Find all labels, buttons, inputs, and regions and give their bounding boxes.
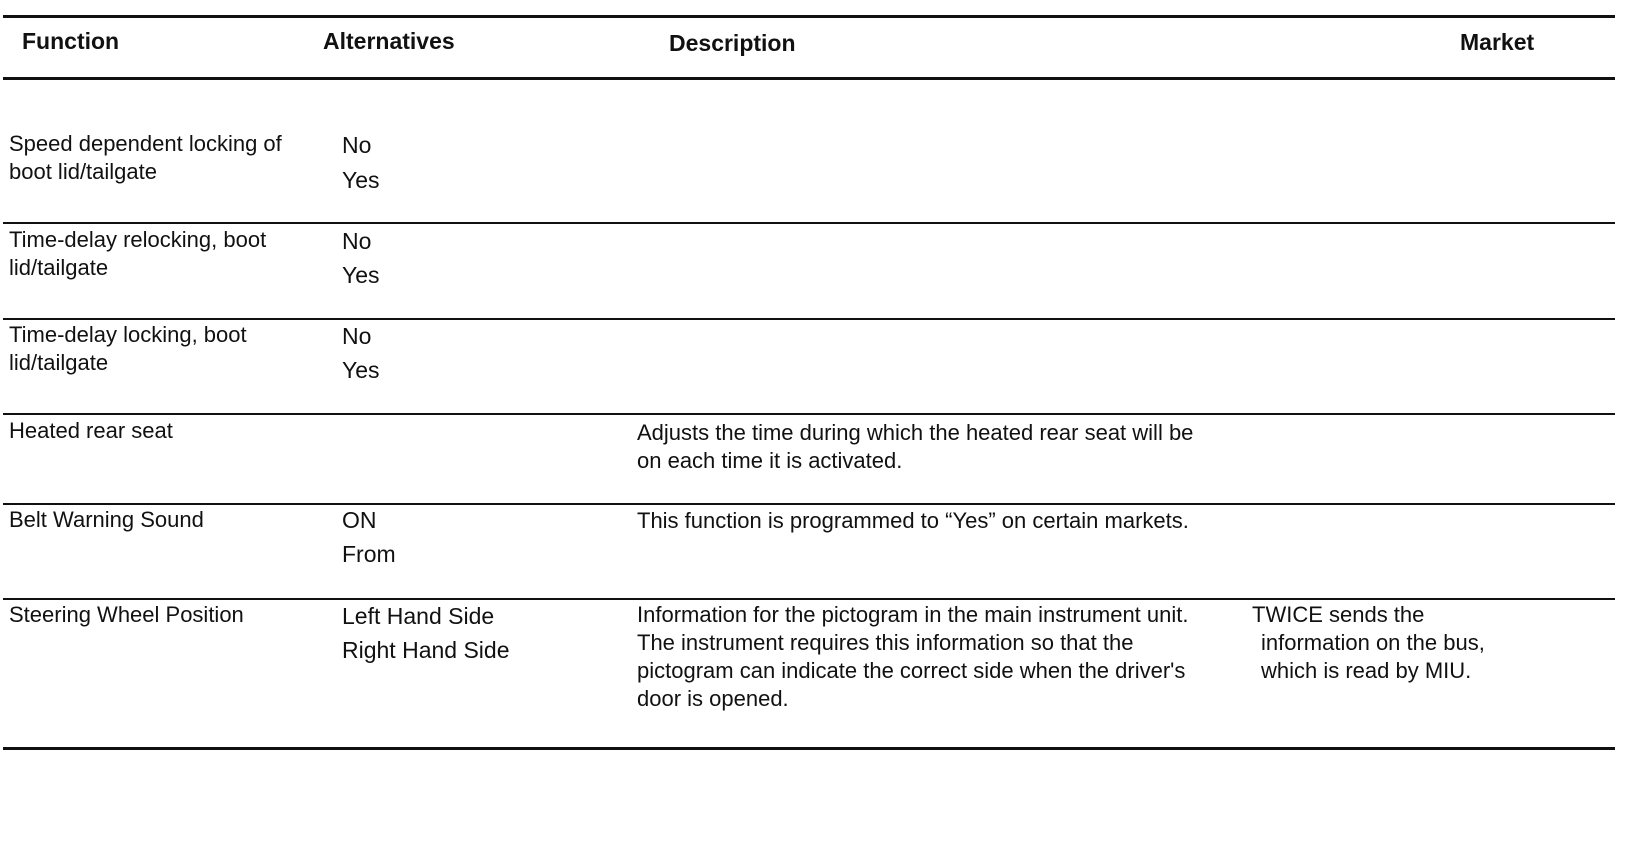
row-divider [3,318,1615,320]
market-text: which is read by MIU. [1261,658,1472,683]
description-text: Information for the pictogram in the main instrument unit. [637,602,1189,627]
row-divider [3,598,1615,600]
alternative-value: Left Hand Side [342,603,495,629]
table-top-rule [3,15,1615,18]
function-text: Time-delay relocking, boot [9,227,267,252]
function-text: lid/tailgate [9,350,109,375]
table-bottom-rule [3,747,1615,750]
function-text: Belt Warning Sound [9,507,204,532]
function-cell [9,226,266,282]
header-bottom-rule [3,77,1615,80]
function-cell [9,506,204,534]
function-text: boot lid/tailgate [9,159,157,184]
alternative-value: Yes [342,357,380,383]
alternative-value: No [342,228,372,254]
function-cell [9,601,244,629]
alternative-value: ON [342,507,377,533]
header-market: Market [1460,29,1535,55]
description-text: on each time it is activated. [637,448,903,473]
description-text: The instrument requires this information so that the [637,630,1134,655]
function-text: Speed dependent locking of [9,131,282,156]
function-text: Heated rear seat [9,418,173,443]
description-text: door is opened. [637,686,789,711]
row-divider [3,413,1615,415]
description-text: pictogram can indicate the correct side when the driver's [637,658,1186,683]
row-divider [3,222,1615,224]
alternative-value: Right Hand Side [342,637,510,663]
header-description: Description [669,30,796,56]
description-text: This function is programmed to “Yes” on certain markets. [637,508,1189,533]
function-text: Time-delay locking, boot [9,322,247,347]
alternative-value: Yes [342,262,380,288]
description-cell [637,419,1193,475]
header-function: Function [22,28,120,54]
description-cell [637,507,1189,535]
row-divider [3,503,1615,505]
market-text: TWICE sends the [1252,602,1425,627]
header-alternatives: Alternatives [323,28,455,54]
alternative-value: No [342,132,372,158]
function-text: Steering Wheel Position [9,602,244,627]
alternative-value: Yes [342,167,380,193]
description-cell [637,601,1188,713]
function-cell [9,321,247,377]
description-text: Adjusts the time during which the heated rear seat will be [637,420,1194,445]
function-text: lid/tailgate [9,255,109,280]
alternative-value: From [342,541,396,567]
function-cell [9,417,173,445]
alternative-value: No [342,323,372,349]
function-cell [9,130,282,186]
market-cell [1252,601,1485,685]
market-text: information on the bus, [1261,630,1485,655]
